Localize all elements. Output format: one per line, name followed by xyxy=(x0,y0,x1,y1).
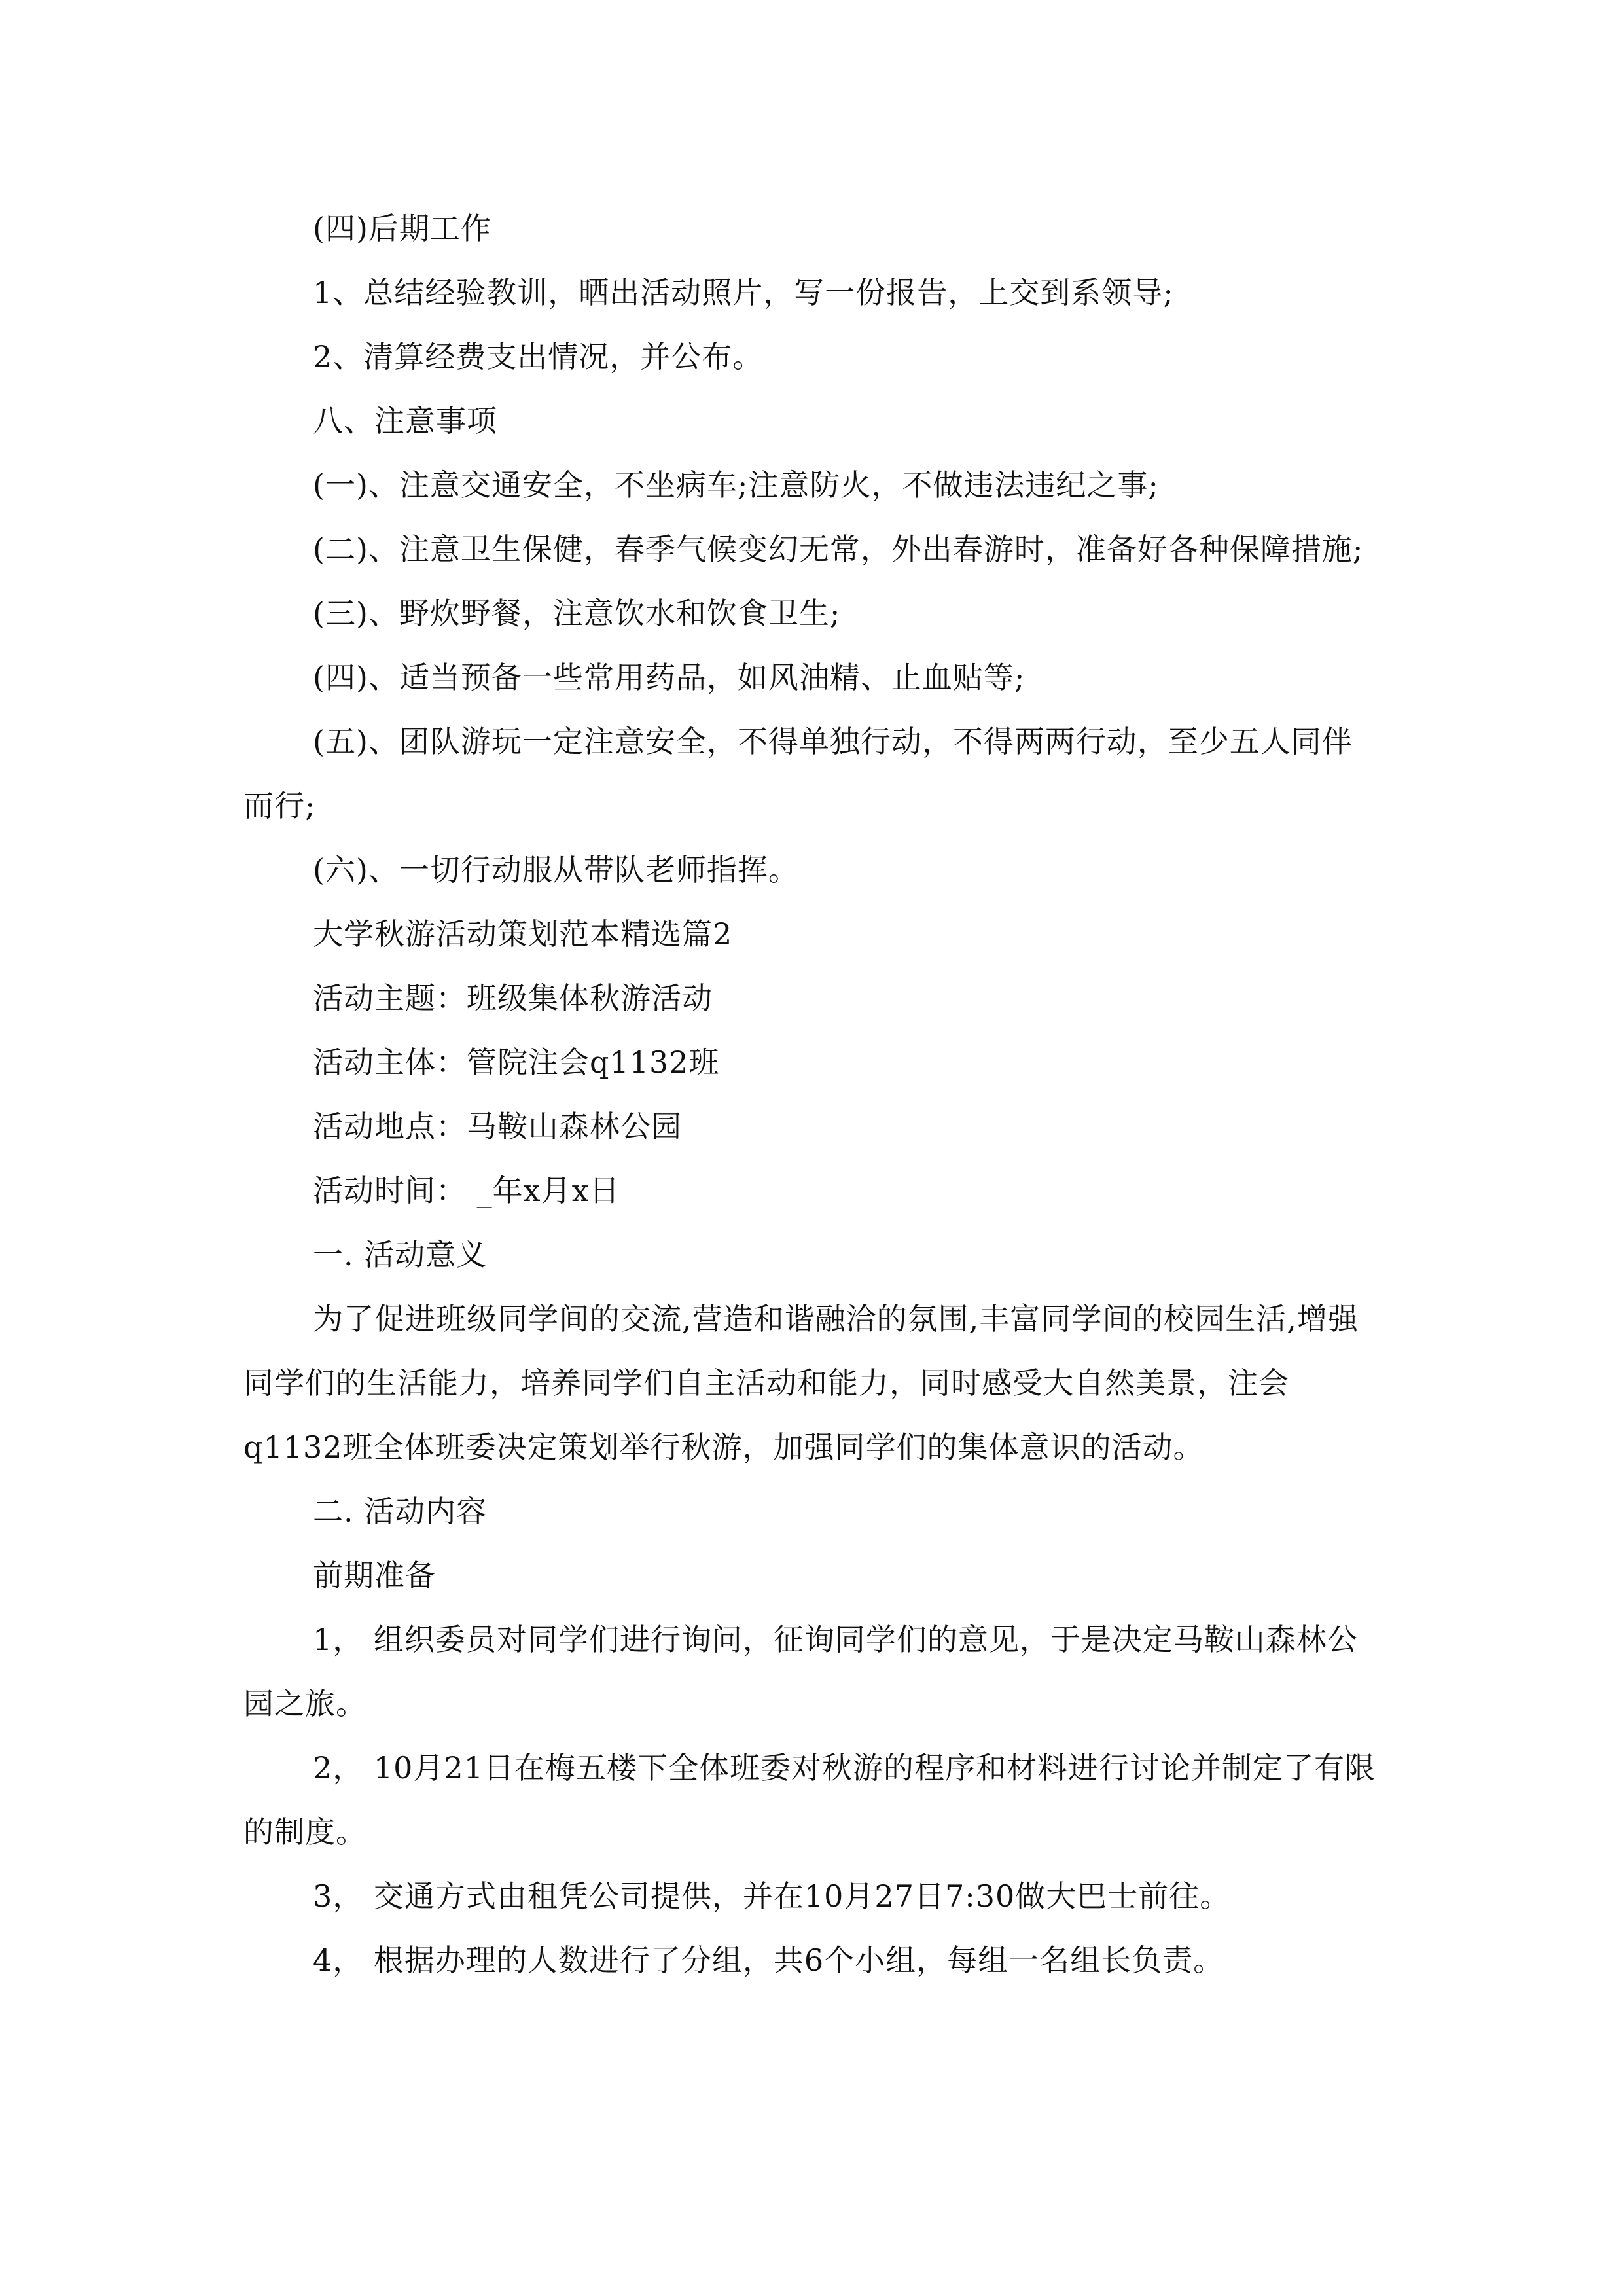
note-item-2: (二)、注意卫生保健，春季气候变幻无常，外出春游时，准备好各种保障措施; xyxy=(313,531,1364,567)
prep-item-2: 2， 10月21日在梅五楼下全体班委对秋游的程序和材料进行讨论并制定了有限的制度。 xyxy=(243,1750,1376,1850)
note-item-5: (五)、团队游玩一定注意安全，不得单独行动，不得两两行动，至少五人同伴而行; xyxy=(243,724,1353,823)
section-heading-content: 二. 活动内容 xyxy=(313,1494,488,1529)
activity-theme: 活动主题：班级集体秋游活动 xyxy=(313,980,713,1016)
paragraph-expenses: 2、清算经费支出情况，并公布。 xyxy=(313,339,764,374)
activity-subject: 活动主体：管院注会q1132班 xyxy=(313,1045,720,1080)
activity-location: 活动地点：马鞍山森林公园 xyxy=(313,1109,682,1144)
paragraph-summary: 1、总结经验教训，晒出活动照片，写一份报告，上交到系领导; xyxy=(313,275,1174,310)
subheading-preparation: 前期准备 xyxy=(313,1558,436,1593)
article-title-2: 大学秋游活动策划范本精选篇2 xyxy=(313,916,733,952)
prep-item-1: 1， 组织委员对同学们进行询问，征询同学们的意见，于是决定马鞍山森林公园之旅。 xyxy=(243,1622,1358,1721)
paragraph-later-work: (四)后期工作 xyxy=(313,211,491,246)
note-item-6: (六)、一切行动服从带队老师指挥。 xyxy=(313,852,799,888)
section-heading-significance: 一. 活动意义 xyxy=(313,1237,488,1272)
note-item-3: (三)、野炊野餐，注意饮水和饮食卫生; xyxy=(313,596,841,631)
prep-item-4: 4， 根据办理的人数进行了分组，共6个小组，每组一名组长负责。 xyxy=(313,1943,1224,1978)
note-item-1: (一)、注意交通安全，不坐病车;注意防火，不做违法违纪之事; xyxy=(313,467,1159,503)
document-body xyxy=(243,196,1382,1992)
prep-item-3: 3， 交通方式由租凭公司提供，并在10月27日7:30做大巴士前往。 xyxy=(313,1878,1231,1914)
paragraph-significance: 为了促进班级同学间的交流,营造和谐融洽的氛围,丰富同学间的校园生活,增强同学们的生活能力，培养同学们自主活动和能力，同时感受大自然美景，注会q1132班全体班委决定策划举行秋游，加强同学们的集体意识的活动。 xyxy=(243,1301,1359,1465)
note-item-4: (四)、适当预备一些常用药品，如风油精、止血贴等; xyxy=(313,660,1026,695)
activity-time: 活动时间： _年x月x日 xyxy=(313,1173,620,1208)
section-heading-notes: 八、注意事项 xyxy=(313,403,497,439)
